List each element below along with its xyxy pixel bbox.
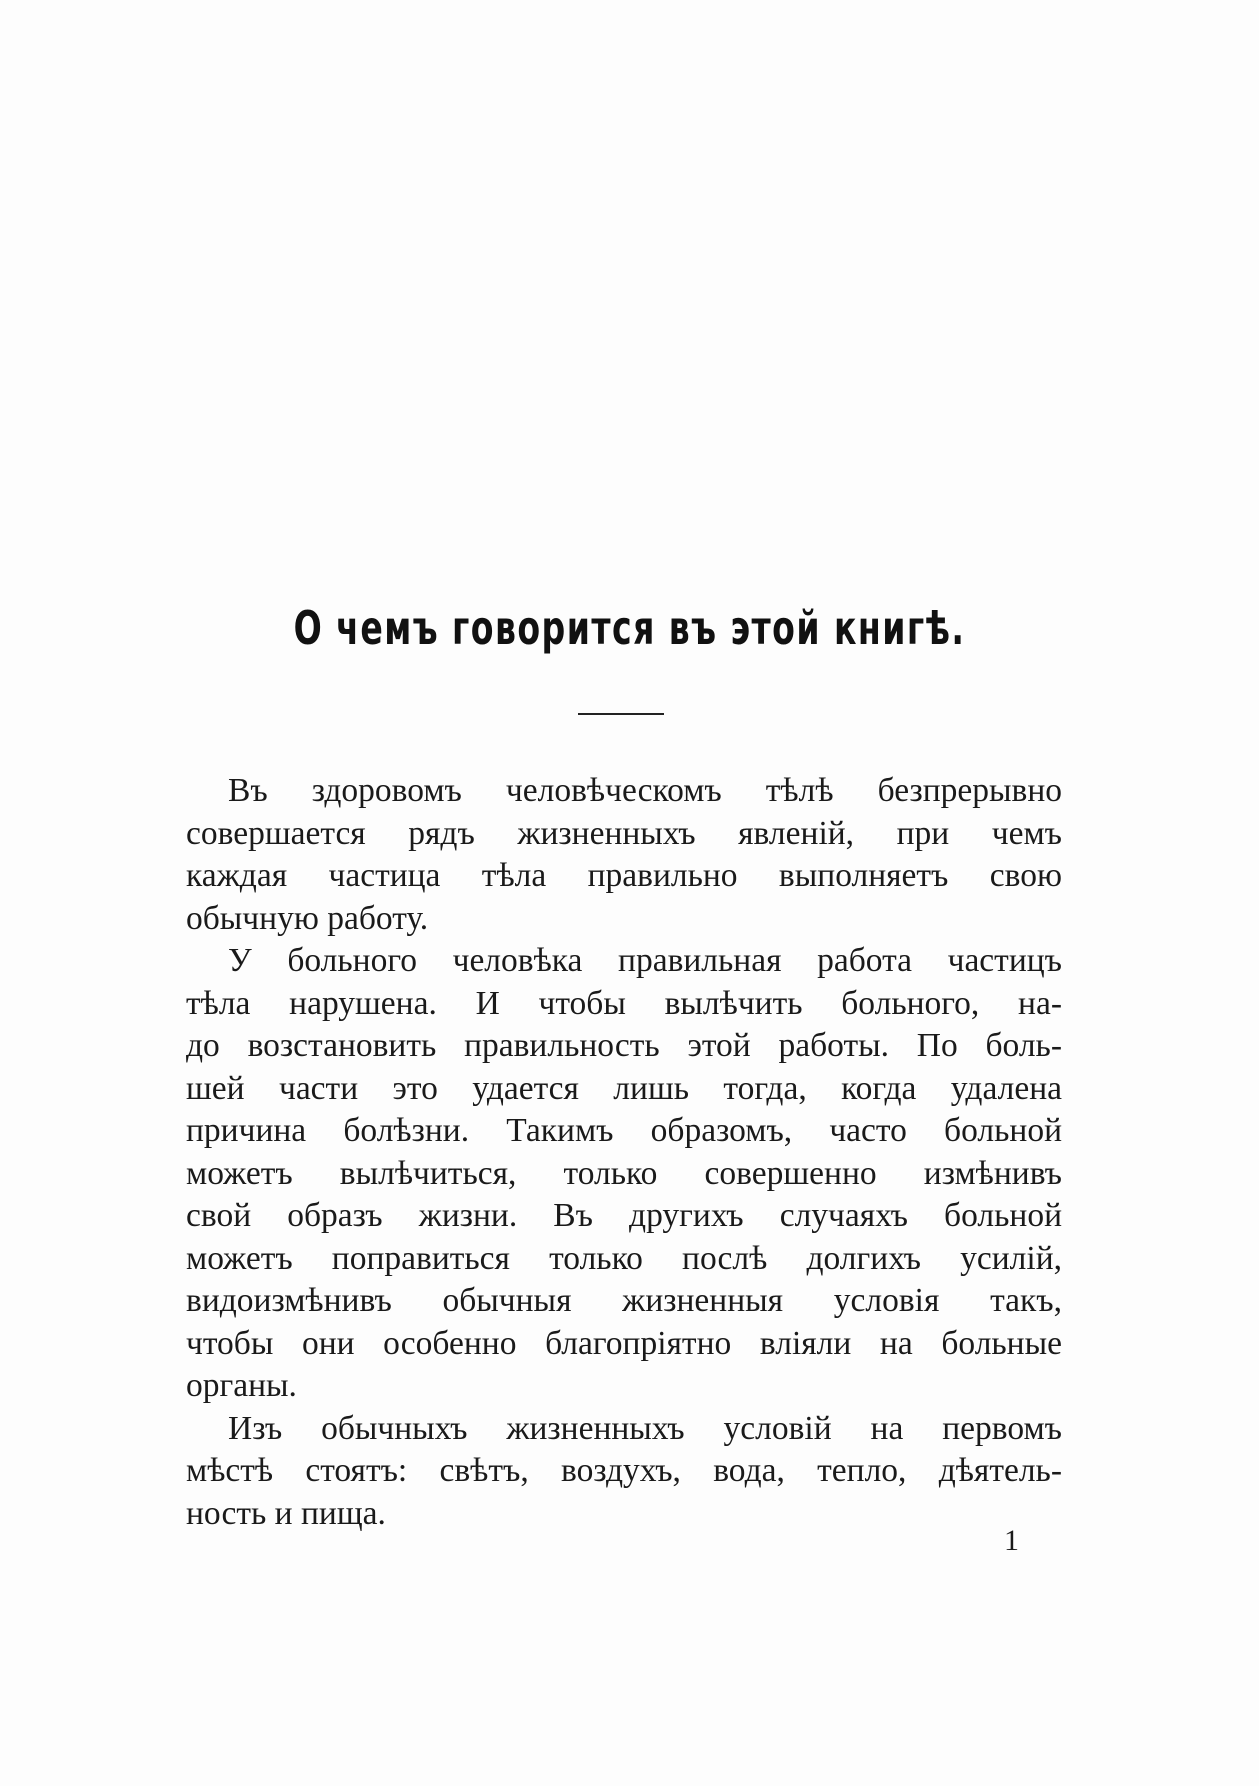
text-line: Изъ обычныхъ жизненныхъ условій на первомъ [228,1409,1062,1447]
text-line: тѣла нарушена. И чтобы вылѣчить больного, на- [186,984,1062,1022]
body-text [186,770,1062,1535]
text-line: чтобы они особенно благопріятно вліяли на больные [186,1324,1062,1362]
text-line: ность и пища. [186,1494,386,1532]
paragraph-2 [186,940,1062,1408]
paragraph-1 [186,770,1062,940]
text-line: У больного человѣка правильная работа частицъ [228,942,1062,979]
text-line: свой образъ жизни. Въ другихъ случаяхъ больной [186,1197,1062,1234]
text-line: до возстановить правильность этой работы. По боль- [186,1027,1062,1064]
text-line: шей части это удается лишь тогда, когда удалена [186,1069,1062,1107]
text-line: обычную работу. [186,899,429,937]
paragraph-3 [186,1408,1062,1536]
text-line: Въ здоровомъ человѣческомъ тѣлѣ безпрерывно [228,772,1062,809]
heading-rule [578,713,664,715]
chapter-heading: О чемъ говорится въ этой книгѣ. [293,601,966,655]
text-line: каждая частица тѣла правильно выполняетъ свою [186,857,1062,894]
page-number: 1 [1004,1524,1019,1557]
text-line: причина болѣзни. Такимъ образомъ, часто больной [186,1112,1062,1149]
text-line: органы. [186,1367,297,1404]
text-line: видоизмѣнивъ обычныя жизненныя условія такъ, [186,1282,1062,1319]
text-line: совершается рядъ жизненныхъ явленій, при чемъ [186,814,1062,852]
text-line: можетъ вылѣчиться, только совершенно измѣнивъ [186,1154,1062,1192]
text-line: можетъ поправиться только послѣ долгихъ усилій, [186,1239,1062,1277]
text-line: мѣстѣ стоятъ: свѣтъ, воздухъ, вода, тепло, дѣятель- [186,1452,1062,1489]
